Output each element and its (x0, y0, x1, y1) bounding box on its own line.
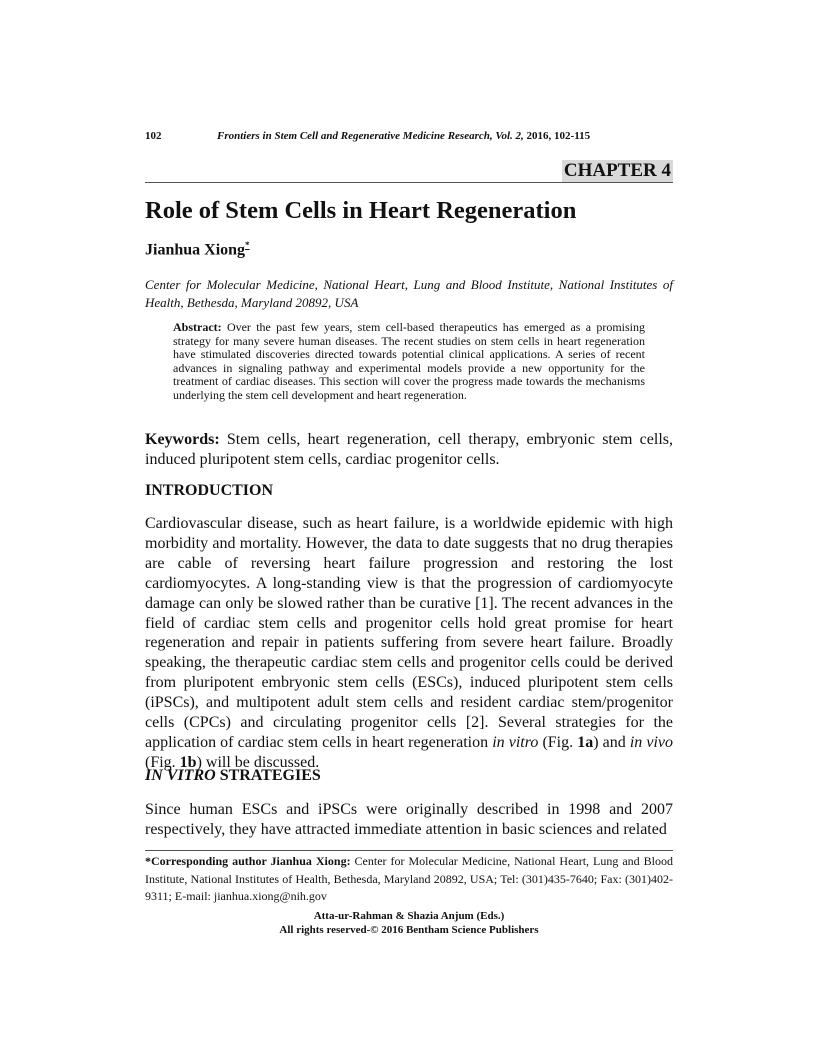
abstract-text: Over the past few years, stem cell-based therapeutics has emerged as a promising strategy for many severe human diseases. The recent studies on stem cells in heart regeneration have stimulated discoveries directed towards potential clinical applications. A series of recent advances in signaling pathway and experimental models provide a new opportunity for the treatment of cardiac diseases. This section will cover the progress made towards the mechanisms underlying the stem cell development and heart regeneration. (173, 320, 645, 402)
keywords-text: Stem cells, heart regeneration, cell therapy, embryonic stem cells, induced pluripotent stem cells, cardiac progenitor cells. (145, 431, 673, 468)
copyright: All rights reserved-© 2016 Bentham Science Publishers (279, 923, 539, 936)
figure-ref-1a[interactable]: 1a (577, 733, 594, 751)
journal-name: Frontiers in Stem Cell and Regenerative Medicine Research, Vol. 2, (217, 130, 527, 142)
in-vitro-paragraph: Since human ESCs and iPSCs were originally described in 1998 and 2007 respectively, they have attracted immediate attention in basic sciences and related (145, 801, 673, 838)
in-vitro-heading (145, 767, 321, 785)
journal-year: 2016, 102-115 (526, 130, 591, 142)
abstract-label: Abstract: (173, 320, 222, 334)
author (145, 240, 250, 259)
text: (Fig. (538, 733, 578, 751)
footnote-divider (145, 850, 673, 851)
text: ) and (593, 733, 630, 751)
journal-citation (217, 130, 590, 142)
header-divider (145, 182, 673, 183)
text: (Fig. (145, 753, 180, 771)
page-title: Role of Stem Cells in Heart Regeneration (145, 197, 577, 224)
text: Cardiovascular disease, such as heart failure, is a worldwide epidemic with high morbidity and mortality. However, the data to date suggests that no drug therapies are cable of reversing heart failure progression and restoring the lost cardiomyocytes. A long-standing view is that the progression of cardiomyocyte damage can only be slowed rather than be curative [1]. The recent advances in the field of cardiac stem cells and progenitor cells hold great promise for heart regeneration and repair in patients suffering from severe heart failure. Broadly speaking, the therapeutic cardiac stem cells and progenitor cells could be derived from pluripotent embryonic stem cells (ESCs), induced pluripotent stem cells (iPSCs), and multipotent adult stem cells and resident cardiac stem/progenitor cells (CPCs) and circulating progenitor cells [2]. Several strategies for the application of cardiac stem cells in heart regeneration (145, 515, 673, 751)
author-name: Jianhua Xiong (145, 241, 246, 259)
page-number: 102 (145, 130, 162, 142)
editors: Atta-ur-Rahman & Shazia Anjum (Eds.) (313, 910, 505, 922)
text: ) will be discussed. (196, 753, 320, 771)
author-footnote-link[interactable]: * (245, 240, 250, 250)
introduction-heading: INTRODUCTION (145, 482, 274, 499)
footnote (145, 853, 673, 906)
chapter-label: CHAPTER 4 (563, 160, 671, 181)
publisher-info (145, 910, 673, 937)
abstract (173, 321, 645, 403)
introduction-paragraph (145, 514, 673, 773)
keywords-label: Keywords: (145, 431, 220, 448)
keywords (145, 430, 673, 470)
figure-ref-1b[interactable]: 1b (179, 753, 197, 771)
heading-italic: IN VITRO (145, 767, 216, 784)
footnote-label: *Corresponding author Jianhua Xiong: (145, 854, 351, 868)
affiliation: Center for Molecular Medicine, National Heart, Lung and Blood Institute, National Institutes of Health, Bethesda, Maryland 20892, USA (145, 277, 673, 310)
text-italic: in vivo (629, 733, 673, 751)
footnote-text: Center for Molecular Medicine, National Heart, Lung and Blood Institute, National Institutes of Health, Bethesda, Maryland 20892, USA; Tel: (301)435-7640; Fax: (301)402-9311; E-mail: jianhua.xiong@nih.gov (145, 854, 673, 903)
text-italic: in vitro (492, 733, 539, 751)
heading-rest: STRATEGIES (215, 767, 321, 784)
